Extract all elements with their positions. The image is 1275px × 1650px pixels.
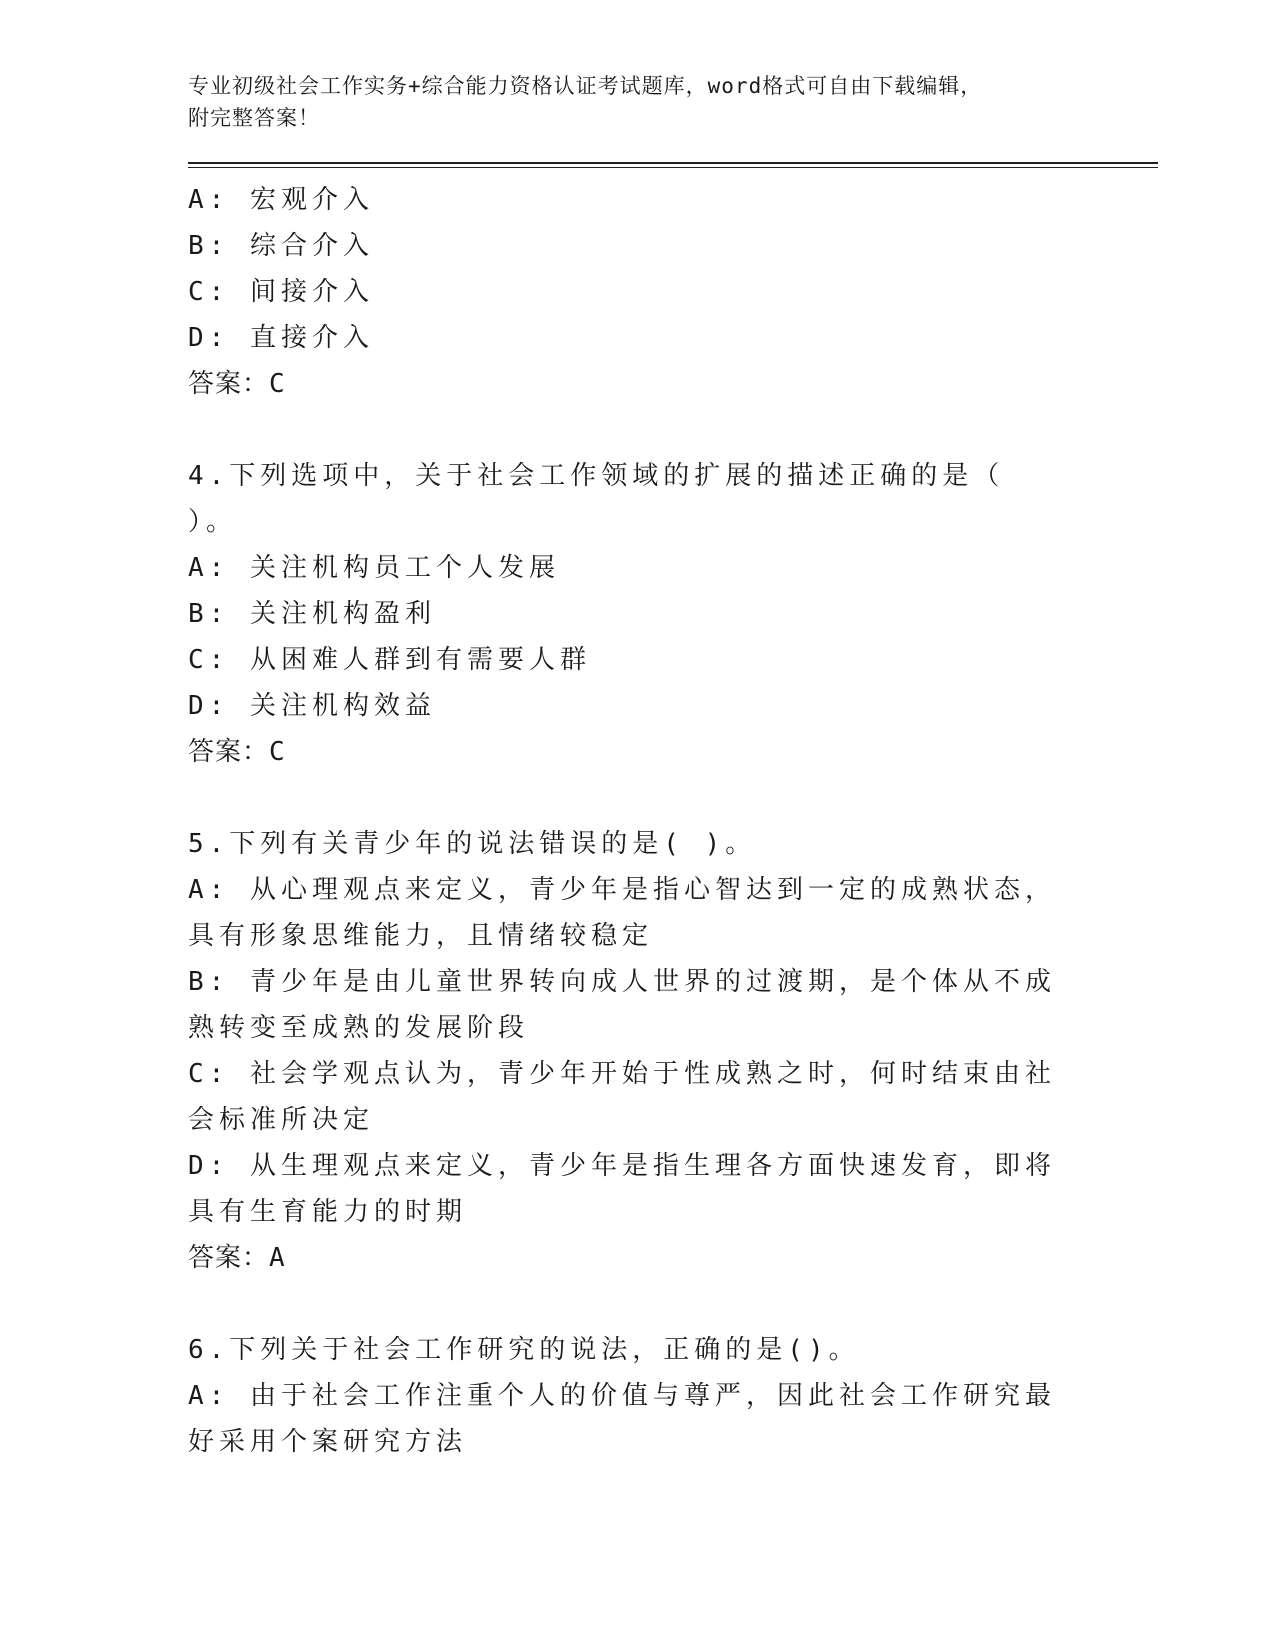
q3-option-d: D: 直接介入 <box>188 323 374 353</box>
q3-answer <box>188 361 1158 407</box>
q6-option-a: A: 由于社会工作注重个人的价值与尊严，因此社会工作研究最好采用个案研究方法 <box>188 1381 1056 1457</box>
q5-option-a: A: 从心理观点来定义，青少年是指心智达到一定的成熟状态，具有形象思维能力，且情绪较稳定 <box>188 875 1056 951</box>
q3-answer-label: 答案： <box>188 369 270 399</box>
spacer <box>188 1281 1158 1327</box>
q5-option-b: B: 青少年是由儿童世界转向成人世界的过渡期，是个体从不成熟转变至成熟的发展阶段 <box>188 967 1056 1043</box>
q4-option-c: C: 从困难人群到有需要人群 <box>188 645 591 675</box>
header-line-1: 专业初级社会工作实务+综合能力资格认证考试题库，word格式可自由下载编辑， <box>188 74 983 98</box>
q4-option-b: B: 关注机构盈利 <box>188 599 436 629</box>
q4-answer-label: 答案： <box>188 737 270 767</box>
question-list <box>188 177 1158 1465</box>
q6-question-text: 6.下列关于社会工作研究的说法，正确的是()。 <box>188 1335 860 1365</box>
spacer <box>188 407 1158 453</box>
q5-answer-label: 答案： <box>188 1243 270 1273</box>
q5-answer-value: A <box>269 1243 287 1273</box>
q4-answer-value: C <box>269 737 287 767</box>
q4-answer <box>188 729 1158 775</box>
q5-answer <box>188 1235 1158 1281</box>
q4-option-a: A: 关注机构员工个人发展 <box>188 553 560 583</box>
q4-question-text: 4.下列选项中，关于社会工作领域的扩展的描述正确的是（ ）。 <box>188 461 1005 537</box>
spacer <box>188 775 1158 821</box>
document-page <box>188 70 1158 1465</box>
divider-thick <box>188 162 1158 164</box>
q5-option-d: D: 从生理观点来定义，青少年是指生理各方面快速发育，即将具有生育能力的时期 <box>188 1151 1056 1227</box>
q3-option-b: B: 综合介入 <box>188 231 374 261</box>
header-divider <box>188 162 1158 168</box>
q3-option-c: C: 间接介入 <box>188 277 374 307</box>
divider-thin <box>188 167 1158 168</box>
question-6 <box>188 1327 1158 1465</box>
question-4 <box>188 453 1158 775</box>
q4-option-d: D: 关注机构效益 <box>188 691 436 721</box>
header-line-2: 附完整答案！ <box>188 106 320 130</box>
q5-question-text: 5.下列有关青少年的说法错误的是( )。 <box>188 829 757 859</box>
question-3 <box>188 177 1158 407</box>
q5-option-c: C: 社会学观点认为，青少年开始于性成熟之时，何时结束由社会标准所决定 <box>188 1059 1056 1135</box>
document-header <box>188 70 1158 134</box>
question-5 <box>188 821 1158 1281</box>
q3-answer-value: C <box>269 369 287 399</box>
q3-option-a: A: 宏观介入 <box>188 185 374 215</box>
